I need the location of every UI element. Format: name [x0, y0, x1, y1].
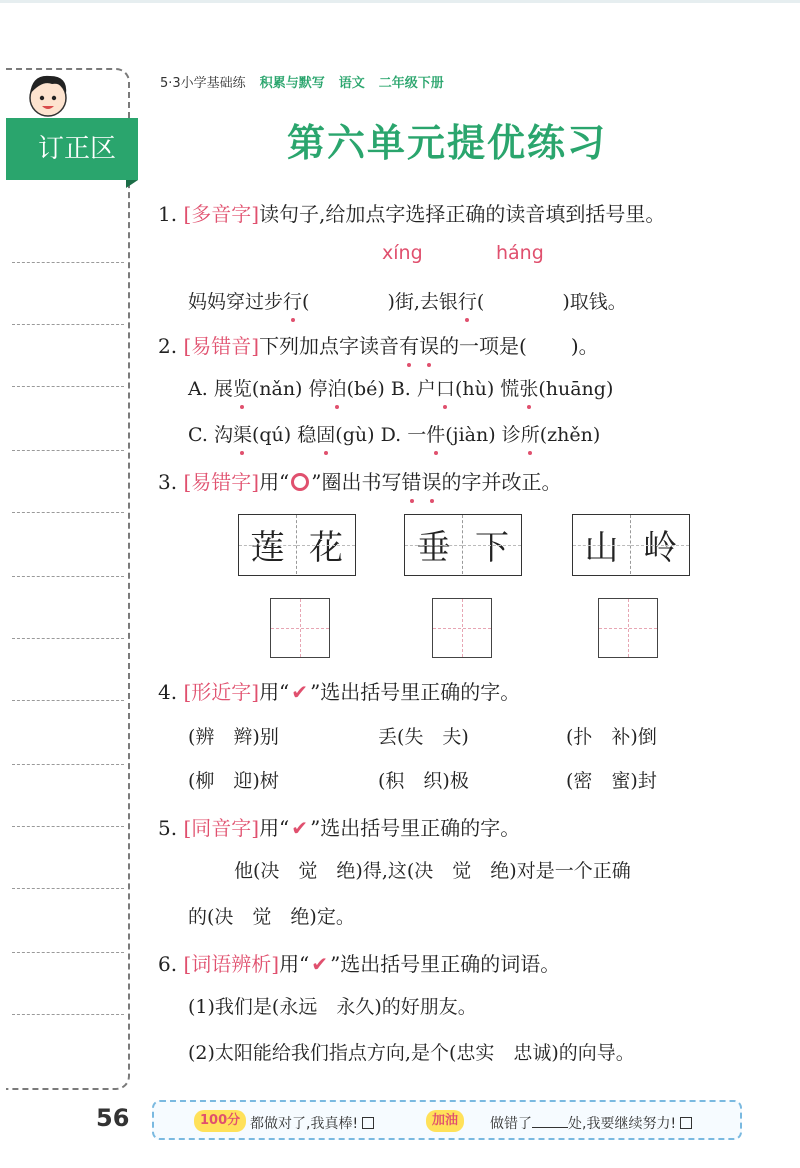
self-check-label: 做错了: [490, 1116, 532, 1132]
question-prompt: )。: [570, 334, 599, 358]
self-check-label: 都做对了,我真棒!: [250, 1116, 359, 1132]
correction-area-tab: 订正区: [6, 118, 138, 180]
question-tag: [易错字]: [183, 470, 260, 494]
keep-going-badge: 加油: [426, 1110, 464, 1132]
page-title: 第六单元提优练习: [286, 121, 607, 165]
question-tag: [词语辨析]: [183, 952, 280, 976]
word-char-cell: 山: [573, 515, 631, 574]
question-number: 2.: [158, 334, 178, 358]
question-prompt: 用“: [259, 470, 290, 494]
check-icon: ✔: [291, 816, 309, 840]
pinyin-option-1: xíng: [382, 242, 423, 264]
question-tag: [形近字]: [183, 680, 260, 704]
sidebar-rule: [12, 324, 124, 325]
word-char: 诊: [501, 424, 521, 446]
sidebar-rule: [12, 638, 124, 639]
question-number: 5.: [158, 816, 178, 840]
sentence-text: )取钱。: [562, 291, 627, 313]
dotted-char: 所: [521, 420, 540, 447]
q2-options-row-1: [188, 374, 613, 401]
word-box-2[interactable]: [404, 514, 522, 576]
self-check-checkbox[interactable]: [362, 1117, 374, 1129]
self-check-text-1: [250, 1113, 374, 1133]
sidebar-rule: [12, 764, 124, 765]
word-char-cell: 莲: [239, 515, 297, 574]
dotted-char: 口: [436, 374, 455, 401]
word-char-cell: 岭: [631, 515, 689, 574]
word-char-cell: 花: [297, 515, 355, 574]
header-grade: 二年级下册: [378, 76, 444, 91]
choice-item[interactable]: (积 织)极: [378, 770, 469, 792]
word-char: 停: [308, 378, 328, 400]
choice-item[interactable]: (密 蜜)封: [566, 770, 657, 792]
word-box-1[interactable]: [238, 514, 356, 576]
question-number: 4.: [158, 680, 178, 704]
question-tag: [易错音]: [183, 334, 260, 358]
choice-item[interactable]: (柳 迎)树: [188, 770, 279, 792]
q1-sentence: [188, 287, 627, 314]
dotted-char: 误: [419, 330, 439, 359]
sidebar-rule: [12, 576, 124, 577]
self-check-text-2: [490, 1113, 692, 1133]
sidebar-rule: [12, 700, 124, 701]
dotted-char: 件: [426, 420, 445, 447]
question-3: [158, 466, 562, 495]
paren-open: (: [476, 291, 485, 313]
question-prompt: 读句子,给加点字选择正确的读音填到括号里。: [259, 202, 666, 226]
correction-answer-box[interactable]: [270, 598, 330, 658]
option-label: A.: [188, 378, 208, 400]
word-char-cell: 垂: [405, 515, 463, 574]
sidebar-rule: [12, 512, 124, 513]
correction-sidebar: [6, 68, 130, 1090]
q6-sentence-2[interactable]: (2)太阳能给我们指点方向,是个(忠实 忠诚)的向导。: [188, 1042, 635, 1064]
pinyin-option-2: háng: [496, 242, 544, 264]
question-prompt: 用“: [259, 680, 290, 704]
page-header: [160, 72, 444, 91]
correction-answer-box[interactable]: [432, 598, 492, 658]
question-number: 6.: [158, 952, 178, 976]
circle-icon: [291, 473, 309, 491]
question-prompt: ”选出括号里正确的词语。: [330, 952, 561, 976]
sidebar-rule: [12, 450, 124, 451]
top-border: [0, 0, 800, 3]
mistake-count-blank[interactable]: [532, 1127, 568, 1128]
correction-answer-box[interactable]: [598, 598, 658, 658]
header-subject1: 积累与默写: [259, 76, 325, 91]
pinyin: (qú): [251, 424, 292, 446]
pinyin: (huāng): [538, 378, 614, 400]
question-prompt: 下列加点字读音: [259, 334, 400, 358]
question-number: 3.: [158, 470, 178, 494]
question-tag: [多音字]: [183, 202, 260, 226]
q2-options-row-2: [188, 420, 600, 447]
dotted-char: 行: [283, 287, 302, 314]
word-char: 展: [213, 378, 233, 400]
sidebar-rule: [12, 386, 124, 387]
word-char: 稳: [297, 424, 317, 446]
q5-sentence-line-2[interactable]: 的(决 觉 绝)定。: [188, 906, 355, 928]
self-check-checkbox[interactable]: [680, 1117, 692, 1129]
sidebar-rule: [12, 952, 124, 953]
sidebar-rule: [12, 888, 124, 889]
question-6: [158, 948, 560, 977]
dotted-char: 渠: [233, 420, 252, 447]
word-char: 慌: [500, 378, 520, 400]
question-1: [158, 198, 665, 227]
sentence-text: 妈妈穿过步: [188, 291, 284, 313]
sentence-text: )街,去银: [387, 291, 458, 313]
tab-fold: [126, 180, 138, 188]
choice-item[interactable]: (扑 补)倒: [566, 726, 657, 748]
sidebar-rule: [12, 826, 124, 827]
q5-sentence-line-1[interactable]: 他(决 觉 绝)得,这(决 觉 绝)对是一个正确: [234, 860, 631, 882]
question-2: [158, 330, 599, 359]
pinyin: (jiàn): [445, 424, 496, 446]
pinyin: (bé): [346, 378, 385, 400]
question-tag: [同音字]: [183, 816, 260, 840]
word-char: 户: [416, 378, 436, 400]
question-prompt: ”圈出书写: [311, 470, 402, 494]
check-icon: ✔: [291, 680, 309, 704]
question-4: [158, 676, 520, 705]
question-prompt: 的字并改正。: [441, 470, 562, 494]
pinyin: (hù): [454, 378, 495, 400]
pinyin: (zhěn): [539, 424, 601, 446]
question-prompt: 的一项是(: [439, 334, 527, 358]
word-char: 一: [407, 424, 427, 446]
choice-item[interactable]: (辨 辫)别: [188, 726, 279, 748]
header-subject2: 语文: [338, 76, 365, 91]
word-box-3[interactable]: [572, 514, 690, 576]
check-icon: ✔: [311, 952, 329, 976]
sidebar-rule: [12, 262, 124, 263]
word-char: 沟: [213, 424, 233, 446]
dotted-char: 误: [422, 466, 442, 495]
choice-item[interactable]: 丢(失 夫): [378, 726, 469, 748]
pinyin: (gù): [335, 424, 375, 446]
question-prompt: 用“: [279, 952, 310, 976]
q6-sentence-1[interactable]: (1)我们是(永远 永久)的好朋友。: [188, 996, 477, 1018]
option-label: D.: [380, 424, 402, 446]
question-prompt: ”选出括号里正确的字。: [310, 680, 521, 704]
question-number: 1.: [158, 202, 178, 226]
question-prompt: 用“: [259, 816, 290, 840]
pinyin: (nǎn): [251, 378, 303, 400]
sidebar-rule: [12, 1014, 124, 1015]
option-label: C.: [188, 424, 208, 446]
dotted-char: 有: [399, 330, 419, 359]
page-number: 56: [96, 1104, 130, 1132]
full-marks-badge: 100分: [194, 1110, 246, 1132]
question-5: [158, 812, 520, 841]
paren-open: (: [302, 291, 310, 313]
dotted-char: 固: [316, 420, 335, 447]
question-prompt: ”选出括号里正确的字。: [310, 816, 521, 840]
option-label: B.: [390, 378, 411, 400]
dotted-char: 张: [519, 374, 538, 401]
self-check-bar: [152, 1100, 742, 1140]
dotted-char: 行: [458, 287, 477, 314]
self-check-label: 处,我要继续努力!: [568, 1116, 677, 1132]
series-name: 5·3小学基础练: [160, 76, 246, 91]
word-char-cell: 下: [463, 515, 521, 574]
dotted-char: 错: [402, 466, 422, 495]
dotted-char: 泊: [328, 374, 347, 401]
dotted-char: 览: [233, 374, 252, 401]
